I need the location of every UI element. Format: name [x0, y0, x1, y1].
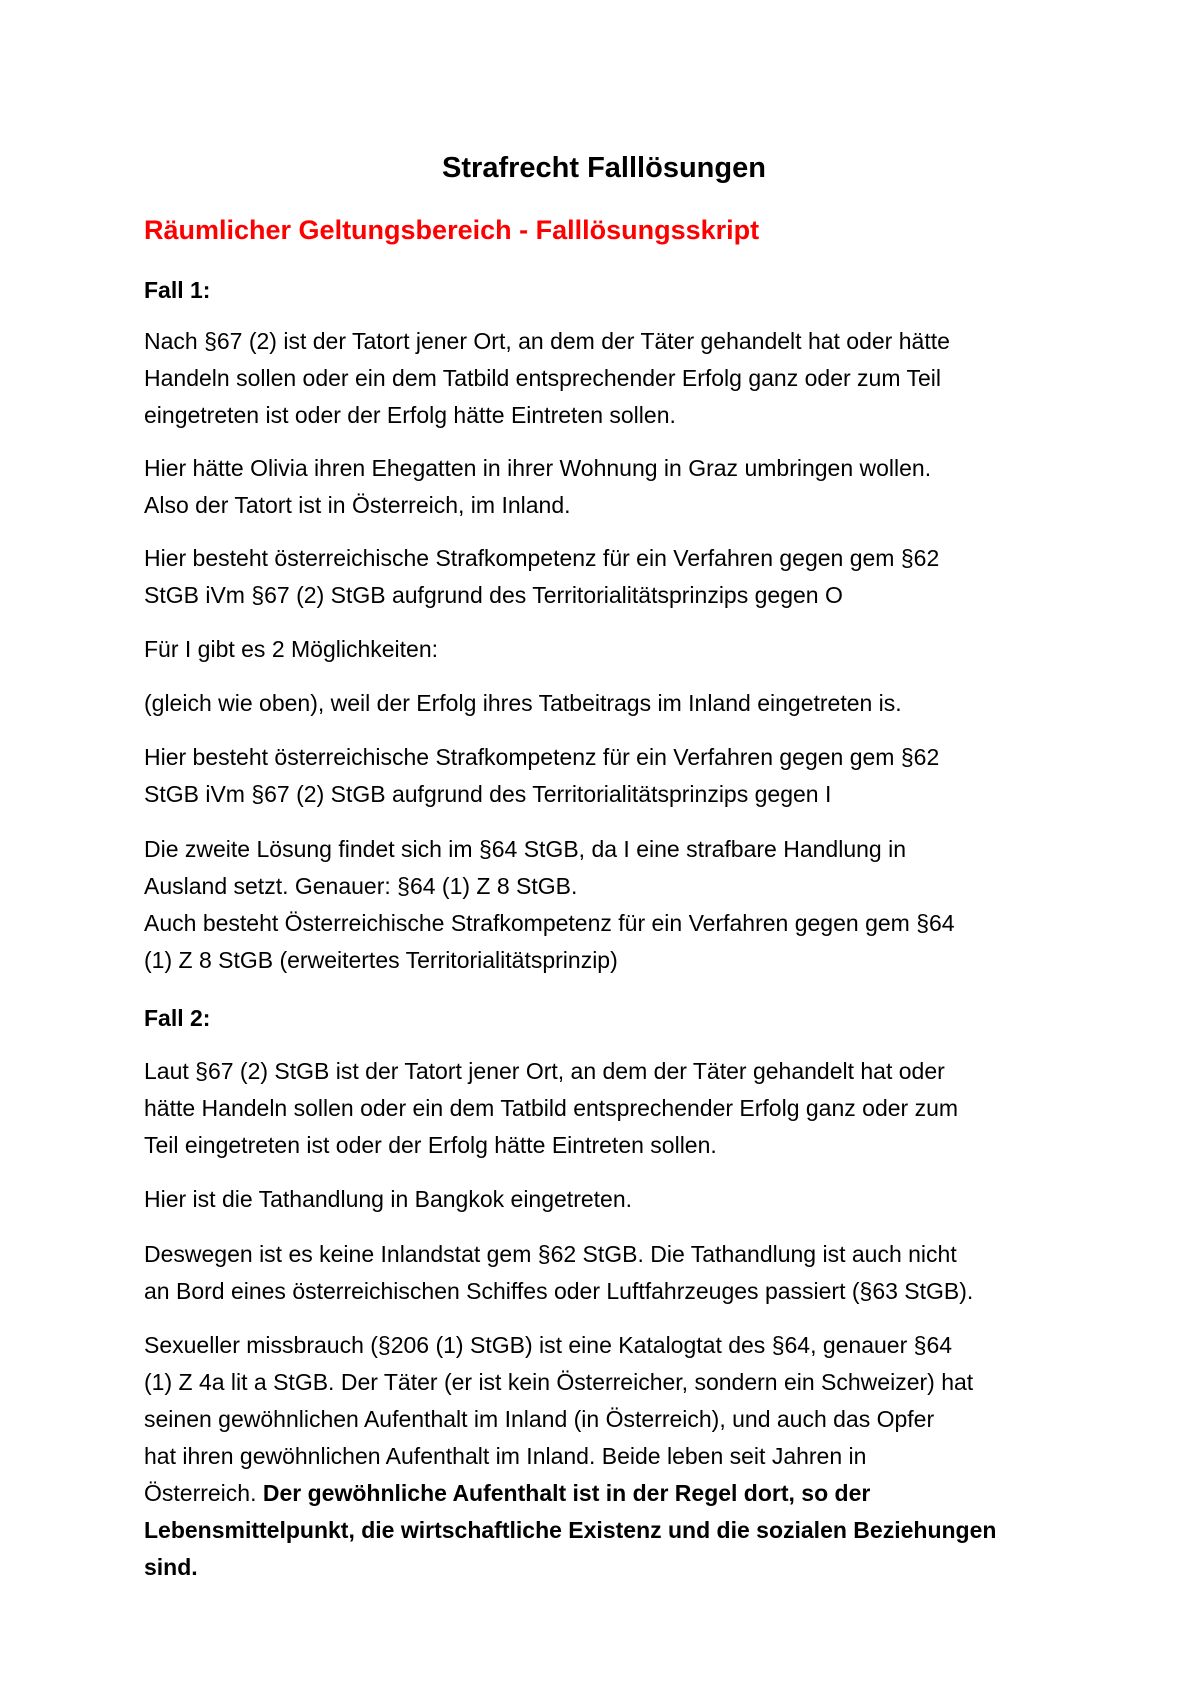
- fall2-paragraph-1: [144, 1053, 1064, 1164]
- text-line: Deswegen ist es keine Inlandstat gem §62 StGB. Die Tathandlung ist auch nicht: [144, 1241, 957, 1267]
- text-line: eingetreten ist oder der Erfolg hätte Eintreten sollen.: [144, 402, 676, 428]
- text-line: seinen gewöhnlichen Aufenthalt im Inland (in Österreich), und auch das Opfer: [144, 1406, 935, 1432]
- text-line: Sexueller missbrauch (§206 (1) StGB) ist eine Katalogtat des §64, genauer §64: [144, 1332, 953, 1358]
- text-line: (gleich wie oben), weil der Erfolg ihres Tatbeitrags im Inland eingetreten is.: [144, 690, 902, 716]
- text-line: Teil eingetreten ist oder der Erfolg hätte Eintreten sollen.: [144, 1132, 717, 1158]
- fall2-heading: Fall 2:: [144, 1005, 211, 1031]
- fall1-paragraph-2: [144, 450, 1064, 524]
- fall1-paragraph-7: [144, 831, 1064, 979]
- fall2-paragraph-4: [144, 1327, 1064, 1586]
- text-line: hätte Handeln sollen oder ein dem Tatbild entsprechender Erfolg ganz oder zum: [144, 1095, 959, 1121]
- emphasized-text: Der gewöhnliche Aufenthalt ist in der Regel dort, so der: [262, 1480, 871, 1506]
- text-line: Für I gibt es 2 Möglichkeiten:: [144, 636, 439, 662]
- document-subtitle: Räumlicher Geltungsbereich - Falllösungsskript: [144, 215, 760, 245]
- fall1-paragraph-6: [144, 739, 1064, 813]
- text-line: StGB iVm §67 (2) StGB aufgrund des Territorialitätsprinzips gegen O: [144, 582, 843, 608]
- text-line: Auch besteht Österreichische Strafkompetenz für ein Verfahren gegen gem §64: [144, 910, 955, 936]
- text-line: Nach §67 (2) ist der Tatort jener Ort, an dem der Täter gehandelt hat oder hätte: [144, 328, 950, 354]
- fall1-paragraph-5: [144, 685, 1064, 722]
- text-line: Hier ist die Tathandlung in Bangkok eingetreten.: [144, 1186, 633, 1212]
- text-line: Also der Tatort ist in Österreich, im Inland.: [144, 492, 571, 518]
- fall1-heading: Fall 1:: [144, 277, 211, 303]
- text-line: (1) Z 4a lit a StGB. Der Täter (er ist kein Österreicher, sondern ein Schweizer) hat: [144, 1369, 974, 1395]
- fall1-paragraph-4: [144, 631, 1064, 668]
- text-line: Hier besteht österreichische Strafkompetenz für ein Verfahren gegen gem §62: [144, 545, 940, 571]
- document-title: Strafrecht Falllösungen: [442, 152, 766, 184]
- fall2-paragraph-2: [144, 1181, 1064, 1218]
- text-line: an Bord eines österreichischen Schiffes oder Luftfahrzeuges passiert (§63 StGB).: [144, 1278, 974, 1304]
- text-line: Hier hätte Olivia ihren Ehegatten in ihrer Wohnung in Graz umbringen wollen.: [144, 455, 932, 481]
- text-line: Ausland setzt. Genauer: §64 (1) Z 8 StGB.: [144, 873, 578, 899]
- text-line: Laut §67 (2) StGB ist der Tatort jener Ort, an dem der Täter gehandelt hat oder: [144, 1058, 945, 1084]
- text-line: Handeln sollen oder ein dem Tatbild entsprechender Erfolg ganz oder zum Teil: [144, 365, 941, 391]
- emphasized-text: Lebensmittelpunkt, die wirtschaftliche Existenz und die sozialen Beziehungen: [144, 1517, 997, 1543]
- text-line: Die zweite Lösung findet sich im §64 StGB, da I eine strafbare Handlung in: [144, 836, 906, 862]
- text-line: (1) Z 8 StGB (erweitertes Territorialitätsprinzip): [144, 947, 618, 973]
- text-run: Österreich.: [144, 1480, 263, 1506]
- fall2-paragraph-3: [144, 1236, 1064, 1310]
- text-line: Hier besteht österreichische Strafkompetenz für ein Verfahren gegen gem §62: [144, 744, 940, 770]
- emphasized-text: sind.: [144, 1554, 198, 1580]
- fall1-paragraph-3: [144, 540, 1064, 614]
- fall1-paragraph-1: [144, 323, 1064, 434]
- text-line: [144, 1475, 1064, 1512]
- text-line: StGB iVm §67 (2) StGB aufgrund des Territorialitätsprinzips gegen I: [144, 781, 832, 807]
- text-line: hat ihren gewöhnlichen Aufenthalt im Inland. Beide leben seit Jahren in: [144, 1443, 867, 1469]
